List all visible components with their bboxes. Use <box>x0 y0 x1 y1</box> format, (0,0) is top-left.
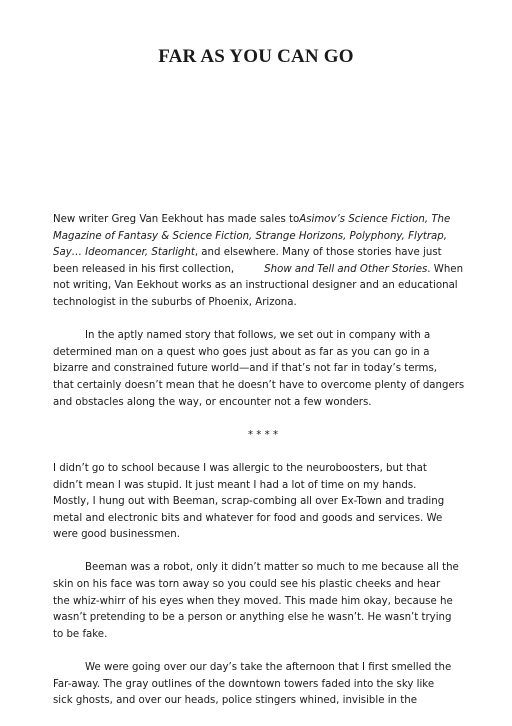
paragraph-line: Beeman was a robot, only it didn’t matter so much to me because all the <box>85 562 459 574</box>
intro-text: , and elsewhere. Many of those stories have just <box>194 247 442 259</box>
body-text <box>53 212 473 710</box>
paragraph-line: skin on his face was torn away so you could see his plastic cheeks and hear <box>53 579 441 591</box>
intro-line <box>53 245 473 262</box>
paragraph-line: wasn’t pretending to be a person or anything else he wasn’t. He wasn’t trying <box>53 612 452 624</box>
paragraph-line: that certainly doesn’t mean that he doesn’t have to overcome plenty of dangers <box>53 379 465 391</box>
paragraph-line: In the aptly named story that follows, we set out in company with a <box>85 330 431 342</box>
paragraph-line: I didn’t go to school because I was allergic to the neuroboosters, but that <box>53 462 427 474</box>
intro-text: . When <box>427 263 464 275</box>
intro-italic-text: Say… Ideomancer, Starlight <box>53 247 195 259</box>
intro-text: been released in his first collection, <box>53 263 235 275</box>
story-paragraph-1 <box>53 461 473 544</box>
paragraph-line: bizarre and constrained future world—and if that’s not far in today’s terms, <box>53 363 437 375</box>
paragraph-line: didn’t mean I was stupid. It just meant I had a lot of time on my hands. <box>53 479 417 491</box>
paragraph-line: and obstacles along the way, or encounter not a few wonders. <box>53 396 372 408</box>
paragraph-line: were good businessmen. <box>53 529 180 541</box>
paragraph-line: Mostly, I hung out with Beeman, scrap-combing all over Ex-Town and trading <box>53 496 445 508</box>
story-title: FAR AS YOU CAN GO <box>158 46 354 67</box>
intro-line: not writing, Van Eekhout works as an instructional designer and an educational <box>53 280 458 292</box>
intro-paragraph-2 <box>53 328 473 411</box>
intro-italic-text: Show and Tell and Other Stories <box>264 263 428 275</box>
intro-line: Magazine of Fantasy & Science Fiction, Strange Horizons, Polyphony, Flytrap, <box>53 230 447 242</box>
intro-line <box>53 212 473 229</box>
paragraph-line: We were going over our day’s take the afternoon that I first smelled the <box>85 662 452 674</box>
story-paragraph-2 <box>53 560 473 643</box>
intro-text: New writer Greg Van Eekhout has made sales to <box>53 214 300 225</box>
intro-italic-text: Asimov’s Science Fiction, The <box>299 214 451 225</box>
intro-line: technologist in the suburbs of Phoenix, Arizona. <box>53 296 297 308</box>
paragraph-line: sick ghosts, and over our heads, police stingers whined, invisible in the <box>53 695 417 707</box>
paragraph-line: Far-away. The gray outlines of the downtown towers faded into the sky like <box>53 678 435 690</box>
section-separator: * * * * <box>247 429 279 441</box>
paragraph-line: metal and electronic bits and whatever for food and goods and services. We <box>53 512 443 524</box>
paragraph-line: the whiz-whirr of his eyes when they moved. This made him okay, because he <box>53 595 453 607</box>
paragraph-line: to be fake. <box>53 628 108 640</box>
intro-paragraph <box>53 212 473 312</box>
intro-line <box>53 262 473 279</box>
story-paragraph-3 <box>53 660 473 710</box>
paragraph-line: determined man on a quest who goes just about as far as you can go in a <box>53 346 430 358</box>
